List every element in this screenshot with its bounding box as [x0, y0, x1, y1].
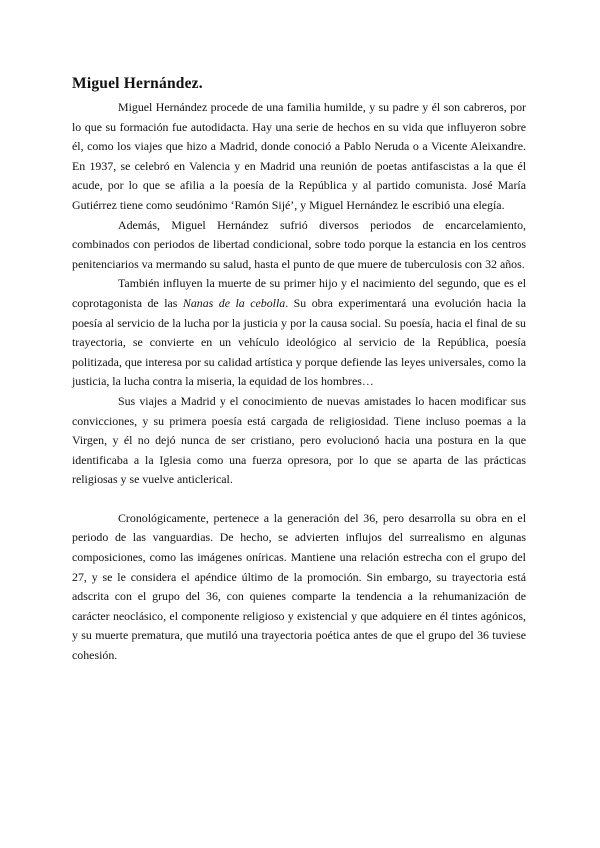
book-title-italic: Nanas de la cebolla [182, 295, 286, 310]
paragraph-3-text-start: También influyen la muerte de su primer hijo y el nacimiento del segundo, que es el coprotagonista de las [72, 276, 526, 310]
document-page [72, 74, 526, 666]
paragraph-1: Miguel Hernández procede de una familia humilde, y su padre y él son cabreros, por lo que su formación fue autodidacta. Hay una serie de hechos en su vida que influyeron sobre él, como los viajes que hizo a Madrid, donde conoció a Pablo Neruda o a Vicente Aleixandre. En 1937, se celebró en Valencia y en Madrid una reunión de poetas antifascistas a la que él acude, por lo que se afilia a la poesía de la República y al partido comunista. José María Gutiérrez tiene como seudónimo ‘Ramón Sijé’, y Miguel Hernández le escribió una elegía. [72, 100, 526, 212]
paragraph-2: Además, Miguel Hernández sufrió diversos periodos de encarcelamiento, combinados con periodos de libertad condicional, sobre todo porque la estancia en los centros penitenciarios va mermando su salud, hasta el punto de que muere de tuberculosis con 32 años. [72, 217, 526, 271]
paragraph-5: Cronológicamente, pertenece a la generación del 36, pero desarrolla su obra en el periodo de las vanguardias. De hecho, se advierten influjos del surrealismo en algunas composiciones, como las imágenes oníricas. Mantiene una relación estrecha con el grupo del 27, y se le considera el apéndice último de la promoción. Sin embargo, su trayectoria está adscrita con el grupo del 36, con quienes comparte la tendencia a la rehumanización de carácter neoclásico, el componente religioso y existencial y que adquiere en él tintes agónicos, y su muerte prematura, que mutiló una trayectoria poética antes de que el grupo del 36 tuviese cohesión. [72, 510, 526, 663]
paragraph-4: Sus viajes a Madrid y el conocimiento de nuevas amistades lo hacen modificar sus convicciones, y su primera poesía está cargada de religiosidad. Tiene incluso poemas a la Virgen, y él no dejó nunca de ser cristiano, pero evolucionó hacia una postura en la que identificaba a la Iglesia como una fuerza opresora, por lo que se aparta de las prácticas religiosas y se vuelve anticlerical. [72, 393, 526, 487]
paragraph-3-text-end: . Su obra experimentará una evolución hacia la poesía al servicio de la lucha por la justicia y por la causa social. Su poesía, hacia el final de su trayectoria, se convierte en un vehículo ideológico al servicio de la República, poesía politizada, que interesa por su calidad artística y porque defiende las leyes universales, como la justicia, la lucha contra la miseria, la equidad de los hombres… [72, 295, 526, 389]
document-title: Miguel Hernández. [72, 75, 203, 92]
paragraph-3 [72, 274, 526, 392]
